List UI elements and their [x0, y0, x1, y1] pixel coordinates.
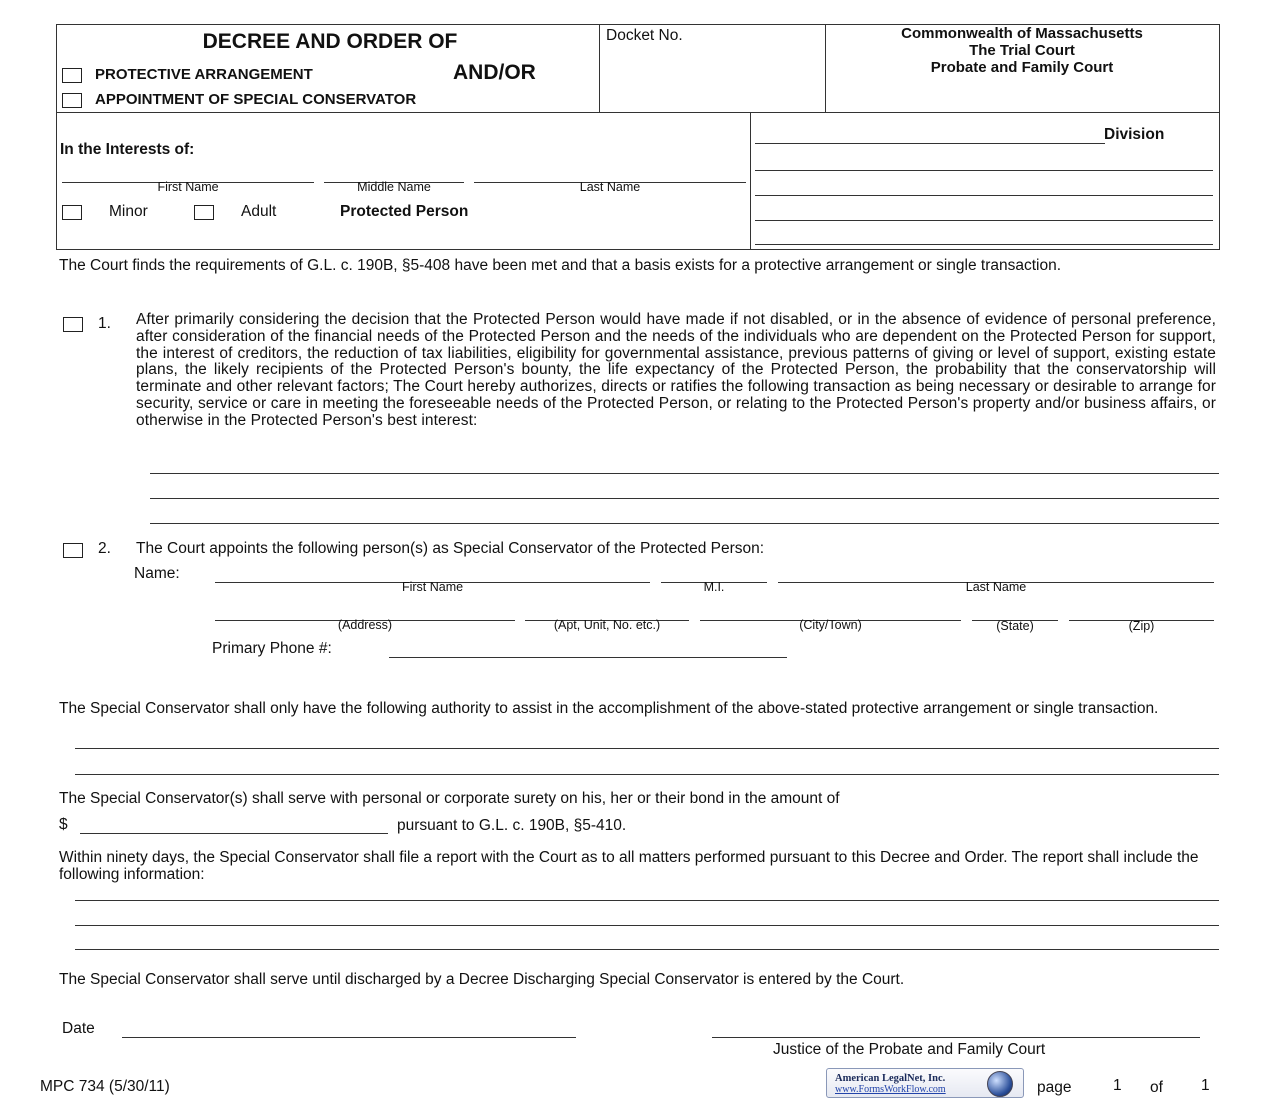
conservator-mi-caption: M.I.	[703, 580, 725, 594]
division-label: Division	[1104, 126, 1165, 143]
minor-label: Minor	[109, 203, 148, 220]
protective-arrangement-label: PROTECTIVE ARRANGEMENT	[95, 66, 313, 83]
bond-amount-line[interactable]	[80, 833, 388, 834]
court-finding: The Court finds the requirements of G.L. c. 190B, §5-408 have been met and that a basis exists for a protective arrangement or single transaction.	[59, 257, 1062, 274]
report-line-1[interactable]	[75, 900, 1219, 901]
item1-checkbox[interactable]	[63, 317, 83, 332]
transaction-line-3[interactable]	[150, 523, 1219, 524]
justice-signature-line[interactable]	[712, 1037, 1200, 1038]
serve-until-text: The Special Conservator shall serve until discharged by a Decree Discharging Special Conservator is entered by the Court.	[59, 971, 905, 988]
bond-pursuant: pursuant to G.L. c. 190B, §5-410.	[397, 817, 627, 834]
docket-field[interactable]	[606, 48, 820, 106]
transaction-line-1[interactable]	[150, 473, 1219, 474]
court-name-2: The Trial Court	[969, 42, 1075, 59]
division-line[interactable]	[755, 143, 1105, 144]
bond-text: The Special Conservator(s) shall serve with personal or corporate surety on his, her or their bond in the amount of	[59, 790, 840, 807]
item2-text: The Court appoints the following person(s) as Special Conservator of the Protected Person:	[136, 540, 765, 557]
authority-line-1[interactable]	[75, 748, 1219, 749]
item2-number: 2.	[98, 540, 111, 557]
conservator-state-caption: (State)	[996, 619, 1034, 633]
adult-checkbox[interactable]	[194, 205, 214, 220]
division-address-line-4[interactable]	[755, 244, 1213, 245]
page-number: 1	[1113, 1077, 1122, 1094]
dollar-sign: $	[59, 816, 68, 833]
andor-label: AND/OR	[453, 61, 536, 84]
of-label: of	[1150, 1079, 1163, 1096]
conservator-name-label: Name:	[134, 565, 180, 582]
form-title: DECREE AND ORDER OF	[202, 30, 458, 53]
vendor-url: www.FormsWorkFlow.com	[835, 1084, 946, 1095]
interests-vdivider	[750, 112, 751, 250]
item2-checkbox[interactable]	[63, 543, 83, 558]
justice-label: Justice of the Probate and Family Court	[773, 1041, 1046, 1058]
transaction-line-2[interactable]	[150, 498, 1219, 499]
conservator-apt-caption: (Apt, Unit, No. etc.)	[553, 618, 661, 632]
date-label: Date	[62, 1020, 95, 1037]
item1-text: After primarily considering the decision that the Protected Person would have made if not disabled, or in the absence of evidence of personal preference, after consideration of the financial needs of the Protected Person and the needs of the individuals who are dependent on the Protected Person for support, the interest of creditors, the reduction of tax liabilities, eligibility for governmental assistance, previous patterns of giving or level of support, existing estate plans, the likely recipients of the Protected Person's bounty, the life expectancy of the Protected Person, the probability that the conservatorship will terminate and other relevant factors; The Court hereby authorizes, directs or ratifies the following transaction as being necessary or desirable to arrange for security, service or care in meeting the foreseeable needs of the Protected Person, or relating to the Protected Person's property and/or business affairs, or otherwise in the Protected Person's best interest:	[136, 311, 1216, 429]
special-conservator-checkbox[interactable]	[62, 93, 82, 108]
division-address-line-3[interactable]	[755, 220, 1213, 221]
interests-label: In the Interests of:	[60, 141, 195, 158]
conservator-address-caption: (Address)	[337, 618, 393, 632]
report-text: Within ninety days, the Special Conservator shall file a report with the Court as to all matters performed pursuant to this Decree and Order. The report shall include the following information:	[59, 849, 1199, 883]
adult-label: Adult	[241, 203, 277, 220]
docket-label: Docket No.	[606, 27, 683, 44]
special-conservator-label: APPOINTMENT OF SPECIAL CONSERVATOR	[95, 91, 417, 108]
conservator-city-caption: (City/Town)	[799, 618, 862, 632]
court-name-3: Probate and Family Court	[930, 59, 1114, 76]
phone-label: Primary Phone #:	[212, 640, 332, 657]
page-label: page	[1037, 1079, 1072, 1096]
date-line[interactable]	[122, 1037, 576, 1038]
vendor-name: American LegalNet, Inc.	[835, 1073, 946, 1084]
protective-arrangement-checkbox[interactable]	[62, 68, 82, 83]
page-total: 1	[1201, 1077, 1210, 1094]
vendor-badge[interactable]	[826, 1068, 1024, 1098]
minor-checkbox[interactable]	[62, 205, 82, 220]
conservator-first-name-caption: First Name	[401, 580, 464, 594]
first-name-caption: First Name	[157, 180, 219, 194]
conservator-zip-caption: (Zip)	[1128, 619, 1155, 633]
protected-person-label: Protected Person	[340, 203, 469, 220]
authority-line-2[interactable]	[75, 774, 1219, 775]
division-address-line-2[interactable]	[755, 195, 1213, 196]
report-line-3[interactable]	[75, 949, 1219, 950]
form-id: MPC 734 (5/30/11)	[40, 1078, 170, 1095]
court-name-1: Commonwealth of Massachusetts	[901, 25, 1143, 42]
middle-name-caption: Middle Name	[357, 180, 431, 194]
authority-text: The Special Conservator shall only have the following authority to assist in the accomplishment of the above-stated protective arrangement or single transaction.	[59, 700, 1159, 717]
division-address-line-1[interactable]	[755, 170, 1213, 171]
item1-number: 1.	[98, 315, 111, 332]
header-divider	[56, 112, 1220, 113]
report-line-2[interactable]	[75, 925, 1219, 926]
last-name-caption: Last Name	[579, 180, 641, 194]
phone-line[interactable]	[389, 657, 787, 658]
conservator-last-name-caption: Last Name	[965, 580, 1027, 594]
globe-icon	[987, 1071, 1013, 1097]
